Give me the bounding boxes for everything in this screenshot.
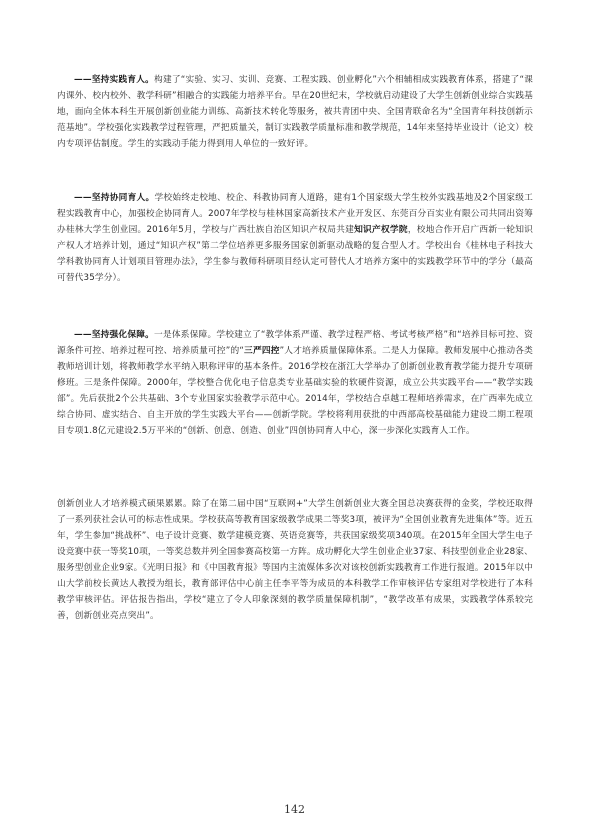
paragraph-text: ，校地合作开启广西新一轮知识产权人才培养计划，通过“知识产权”第二学位培养更多服务国家创新驱动战略的复合型人才。学校出台《桂林电子科技大学科教协同育人计划项目管理办法》，学生参与教师科研项目经认定可替代人才培养方案中的实践教学环节中的学分（最高可替代35学分）。 — [57, 225, 533, 283]
paragraph-strengthen-guarantee — [57, 327, 533, 461]
paragraph-text: ”人才培养质量保障体系。二是人力保障。教师发展中心推动各类教师培训计划，将教师教学水平纳入职称评审的基本条件。2016学校在浙江大学举办了创新创业教育教学能力提升专项研修班。三是条件保障。2000年，学校整合优化电子信息类专业基础实验的软硬件资源，成立公共实践平台——“教学实践部”。先后获批2个公共基础、3个专业国家实验教学示范中心。2014年，学校结合卓越工程师培养需求，在广西率先成立综合协同、虚实结合、自主开放的学生实践大平台——创新学院。学校将利用获批的中西部高校基础能力建设二期工程项目专项1.8亿元建设2.5万平米的“创新、创意、创造、创业”四创协同育人中心，深一步深化实践育人工作。 — [57, 346, 533, 436]
paragraph-text: 一是体系保障。学校建立了“教学体系严谨、教学过程严格、考试考核严格”和“培养目标可控、资源条件可控、培养过程可控、培养质量可控”的“ — [57, 330, 533, 356]
paragraph-practice-education — [57, 72, 533, 174]
paragraph-1 — [57, 72, 533, 152]
paragraph-text: 创新创业人才培养模式硕果累累。除了在第二届中国“互联网+”大学生创新创业大赛全国总决赛获得的金奖，学校还取得了一系列获社会认可的标志性成果。学校获高等教育国家级教学成果二等奖3项，被评为“全国创业教育先进集体”等。近五年，学生参加“挑战杯”、电子设计竞赛、数学建模竞赛、英语竞赛等，共获国家级奖项340项。在2015年全国大学生电子设竞赛中获一等奖10项，一等奖总数并列全国参赛高校第一方阵。成功孵化大学生创业企业37家、科技型创业企业28家、服务型创业企业9家。《光明日报》和《中国教育报》等国内主流媒体多次对该校创新实践教育工作进行报道。2015年以中山大学前校长黄达人教授为组长，教育部评估中心前主任李平等为成员的本科教学工作审核评估专家组对学校进行了本科教学审核评估。评估报告指出，学校“建立了令人印象深刻的教学质量保障机制”，“教学改革有成果，实践教学体系较完善，创新创业亮点突出”。 — [57, 499, 533, 621]
paragraph-3 — [57, 327, 533, 439]
paragraph-4 — [57, 496, 533, 624]
paragraph-2 — [57, 190, 533, 286]
paragraph-text: 学校始终走校地、校企、科教协同育人道路，建有1个国家级大学生校外实践基地及2个国家级工程实践教育中心，加强校企协同育人。2007年学校与桂林国家高新技术产业开发区、东莞百分百实业有限公司共同出资筹办桂林大学生创业园。2016年5月，学校与广西壮族自治区知识产权局共建 — [57, 193, 533, 235]
page-number: 142 — [284, 803, 305, 816]
paragraph-collaborative-education — [57, 190, 533, 308]
paragraph-lead: ——坚持实践育人。 — [74, 75, 155, 85]
paragraph-achievements — [57, 496, 533, 646]
paragraph-emphasis: 三严四控 — [244, 346, 280, 356]
paragraph-text: 构建了“实验、实习、实训、竞赛、工程实践、创业孵化”六个相辅相成实践教育体系，搭建了“课内课外、校内校外、教学科研”相融合的实践能力培养平台。早在20世纪末，学校就启动建设了大学生创新创业综合实践基地，面向全体本科生开展创新创业能力训练、高新技术转化等服务，被共青团中央、全国青联命名为“全国青年科技创新示范基地”。学校强化实践教学过程管理，严把质量关，制订实践教学质量标准和教学规范，14年来坚持毕业设计（论文）校内专项评估制度。学生的实践动手能力得到用人单位的一致好评。 — [57, 75, 533, 149]
paragraph-lead: ——坚持协同育人。 — [74, 193, 155, 203]
paragraph-emphasis: 知识产权学院 — [354, 225, 408, 235]
paragraph-lead: ——坚持强化保障。 — [74, 330, 155, 340]
